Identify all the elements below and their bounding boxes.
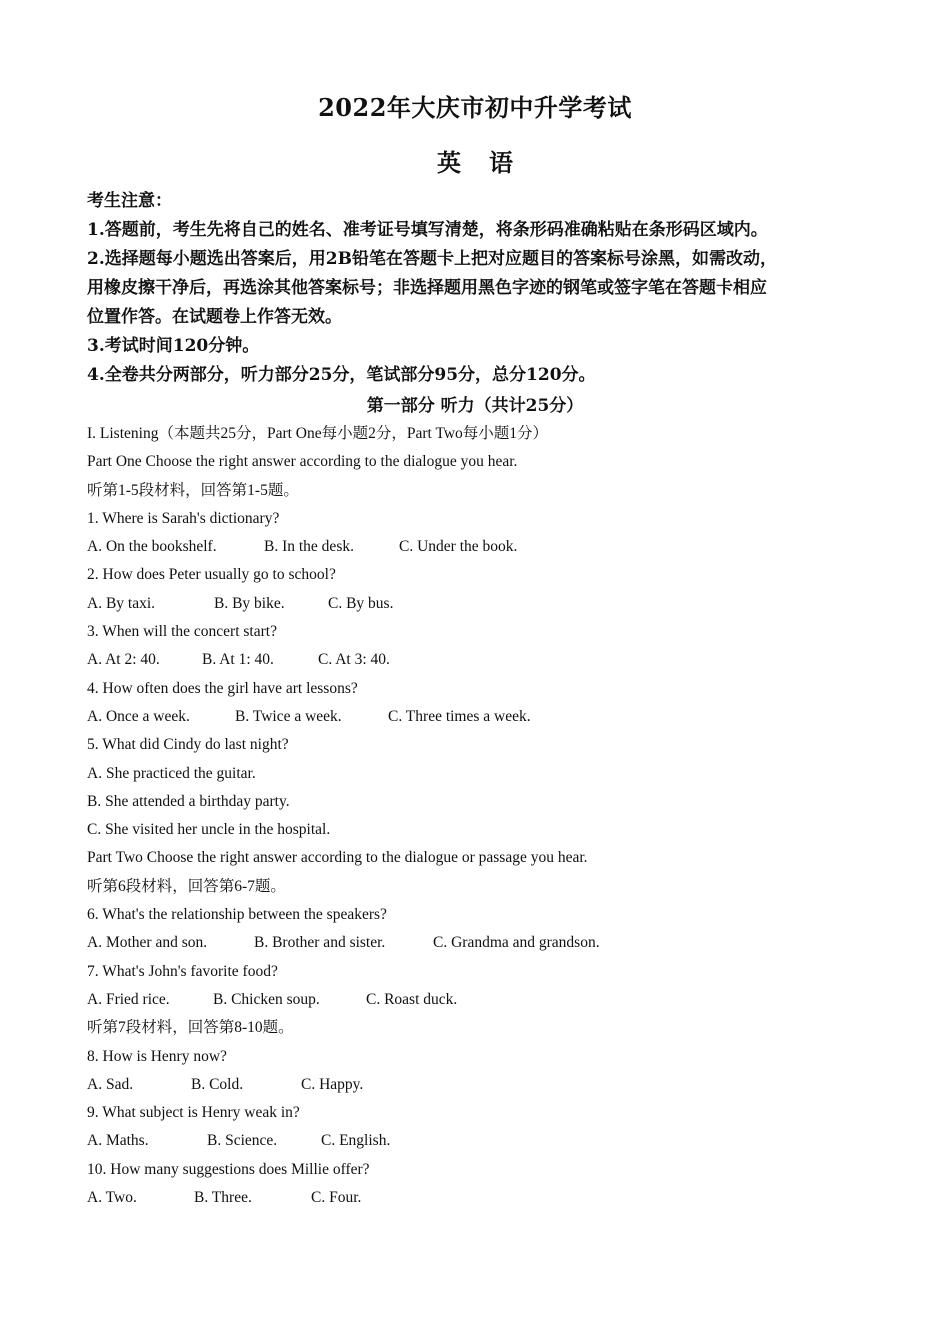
option-c: C. Four.: [311, 1189, 362, 1207]
group-instruction: 听第1-5段材料，回答第1-5题。: [87, 481, 299, 499]
question-10: 10. How many suggestions does Millie offer?: [87, 1160, 370, 1178]
option-a: A. Maths.: [87, 1132, 149, 1150]
option-c: C. Grandma and grandson.: [433, 934, 600, 952]
question-6-options: [87, 929, 887, 957]
option-a: A. On the bookshelf.: [87, 538, 217, 556]
option-b: B. By bike.: [214, 594, 285, 612]
question-7: 7. What's John's favorite food?: [87, 962, 278, 980]
question-1-options: [87, 533, 887, 561]
option-c: C. Roast duck.: [366, 990, 458, 1008]
option-a: A. She practiced the guitar.: [87, 764, 256, 782]
part-two-instruction: Part Two Choose the right answer according to the dialogue or passage you hear.: [87, 849, 588, 867]
part-one-header: 第一部分 听力（共计25分）: [366, 396, 584, 416]
listening-section: [87, 420, 887, 1212]
option-b: B. Science.: [207, 1132, 278, 1150]
exam-title: 2022年大庆市初中升学考试: [318, 93, 632, 122]
question-8-options: [87, 1071, 887, 1099]
question-9: 9. What subject is Henry weak in?: [87, 1104, 300, 1122]
notice-line: 位置作答。在试题卷上作答无效。: [87, 307, 342, 327]
group-instruction: 听第7段材料，回答第8-10题。: [87, 1019, 294, 1037]
option-c: C. English.: [321, 1132, 391, 1150]
question-1: 1. Where is Sarah's dictionary?: [87, 509, 280, 527]
notice-line: 1.答题前，考生先将自己的姓名、准考证号填写清楚，将条形码准确粘贴在条形码区域内。: [87, 220, 768, 240]
option-b: B. Twice a week.: [235, 707, 342, 725]
notice-line: 3.考试时间120分钟。: [87, 336, 260, 356]
question-3: 3. When will the concert start?: [87, 623, 277, 641]
option-a: A. Fried rice.: [87, 990, 170, 1008]
question-8: 8. How is Henry now?: [87, 1047, 227, 1065]
subject-title: 英语: [437, 148, 541, 177]
question-9-options: [87, 1127, 887, 1155]
option-c: C. By bus.: [328, 594, 394, 612]
option-c: C. Under the book.: [399, 538, 518, 556]
section-intro: I. Listening（本题共25分，Part One每小题2分，Part Two每小题1分）: [87, 425, 549, 442]
option-a: A. At 2: 40.: [87, 651, 160, 669]
option-c: C. She visited her uncle in the hospital.: [87, 821, 331, 839]
option-a: A. By taxi.: [87, 594, 156, 612]
option-b: B. In the desk.: [264, 538, 354, 556]
option-b: B. Cold.: [191, 1075, 244, 1093]
question-7-options: [87, 986, 887, 1014]
group-instruction: 听第6段材料，回答第6-7题。: [87, 877, 286, 895]
notice-line: 4.全卷共分两部分，听力部分25分，笔试部分95分，总分120分。: [87, 365, 596, 385]
question-4-options: [87, 703, 887, 731]
notice-line: 用橡皮擦干净后，再选涂其他答案标号；非选择题用黑色字迹的钢笔或签字笔在答题卡相应: [87, 278, 767, 298]
option-a: A. Two.: [87, 1189, 137, 1207]
option-b: B. Chicken soup.: [213, 990, 320, 1008]
notice-heading: 考生注意：: [87, 191, 172, 211]
notice-line: 2.选择题每小题选出答案后，用2B铅笔在答题卡上把对应题目的答案标号涂黑，如需改动，: [87, 249, 777, 269]
part-one-instruction: Part One Choose the right answer according to the dialogue you hear.: [87, 453, 518, 471]
option-a: A. Once a week.: [87, 707, 190, 725]
option-c: C. At 3: 40.: [318, 651, 390, 669]
question-5: 5. What did Cindy do last night?: [87, 736, 289, 754]
option-b: B. She attended a birthday party.: [87, 792, 290, 810]
question-2-options: [87, 590, 887, 618]
question-6: 6. What's the relationship between the speakers?: [87, 906, 387, 924]
option-b: B. Three.: [194, 1189, 252, 1207]
option-b: B. At 1: 40.: [202, 651, 274, 669]
option-b: B. Brother and sister.: [254, 934, 386, 952]
candidate-notice: [87, 187, 867, 390]
option-a: A. Mother and son.: [87, 934, 208, 952]
question-3-options: [87, 646, 887, 674]
option-c: C. Three times a week.: [388, 707, 531, 725]
question-4: 4. How often does the girl have art lessons?: [87, 679, 358, 697]
question-10-options: [87, 1184, 887, 1212]
option-a: A. Sad.: [87, 1075, 134, 1093]
question-2: 2. How does Peter usually go to school?: [87, 566, 336, 584]
option-c: C. Happy.: [301, 1075, 364, 1093]
